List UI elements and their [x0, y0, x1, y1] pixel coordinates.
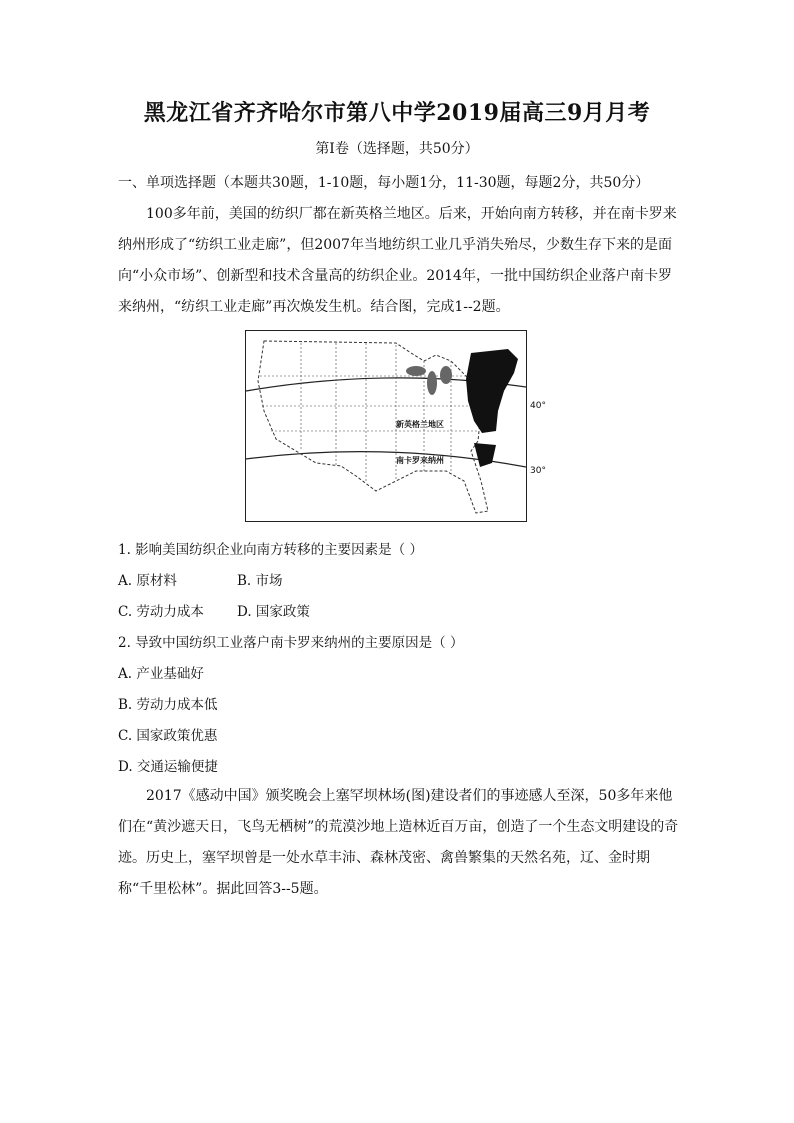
page-subtitle: 第Ⅰ卷（选择题，共50分） [315, 141, 479, 157]
page-title: 黑龙江省齐齐哈尔市第八中学2019届高三9月月考 [143, 100, 651, 126]
south-carolina-label: 南卡罗来纳州 [396, 456, 444, 465]
us-outline [258, 341, 488, 513]
state-borders [260, 343, 480, 481]
question-1-option-c: C. 劳动力成本 [118, 604, 204, 620]
new-england-region [466, 349, 518, 433]
question-2-option-c: C. 国家政策优惠 [118, 728, 218, 744]
passage-1: 100多年前，美国的纺织厂都在新英格兰地区。后来，开始向南方转移，并在南卡罗来纳州形成了“纺织工业走廊”，但2007年当地纺织工业几乎消失殆尽，少数生存下来的是面向“小众市场”、创新型和技术含量高的纺织企业。2014年，一批中国纺织企业落户南卡罗来纳州，“纺织工业走廊”再次焕发生机。结合图，完成1--2题。 [118, 206, 677, 315]
latitude-40-label: 40° [530, 401, 546, 411]
question-2-stem: 2. 导致中国纺织工业落户南卡罗来纳州的主要原因是（ ） [118, 635, 464, 651]
question-1-option-a: A. 原材料 [118, 573, 177, 589]
question-1-option-d: D. 国家政策 [237, 604, 310, 620]
us-map-svg [246, 331, 526, 521]
question-2-option-d: D. 交通运输便捷 [118, 759, 218, 775]
passage-2: 2017《感动中国》颁奖晚会上塞罕坝林场(图)建设者们的事迹感人至深，50多年来他们在“黄沙遮天日，飞鸟无栖树”的荒漠沙地上造林近百万亩，创造了一个生态文明建设的奇迹。历史上，塞罕坝曾是一处水草丰沛、森林茂密、禽兽繁集的天然名苑，辽、金时期称“千里松林”。据此回答3--5题。 [118, 788, 679, 897]
south-carolina-region [474, 443, 496, 467]
great-lakes [406, 366, 452, 395]
question-2-option-a: A. 产业基础好 [118, 666, 204, 682]
question-1-stem: 1. 影响美国纺织企业向南方转移的主要因素是（ ） [118, 542, 423, 558]
section-heading: 一、单项选择题（本题共30题，1-10题，每小题1分，11-30题，每题2分，共50分） [118, 175, 650, 191]
question-2-option-b: B. 劳动力成本低 [118, 697, 218, 713]
latitude-30-label: 30° [530, 466, 546, 476]
us-map-figure [245, 330, 527, 522]
question-1-option-b: B. 市场 [237, 573, 283, 589]
new-england-label: 新英格兰地区 [396, 420, 444, 429]
